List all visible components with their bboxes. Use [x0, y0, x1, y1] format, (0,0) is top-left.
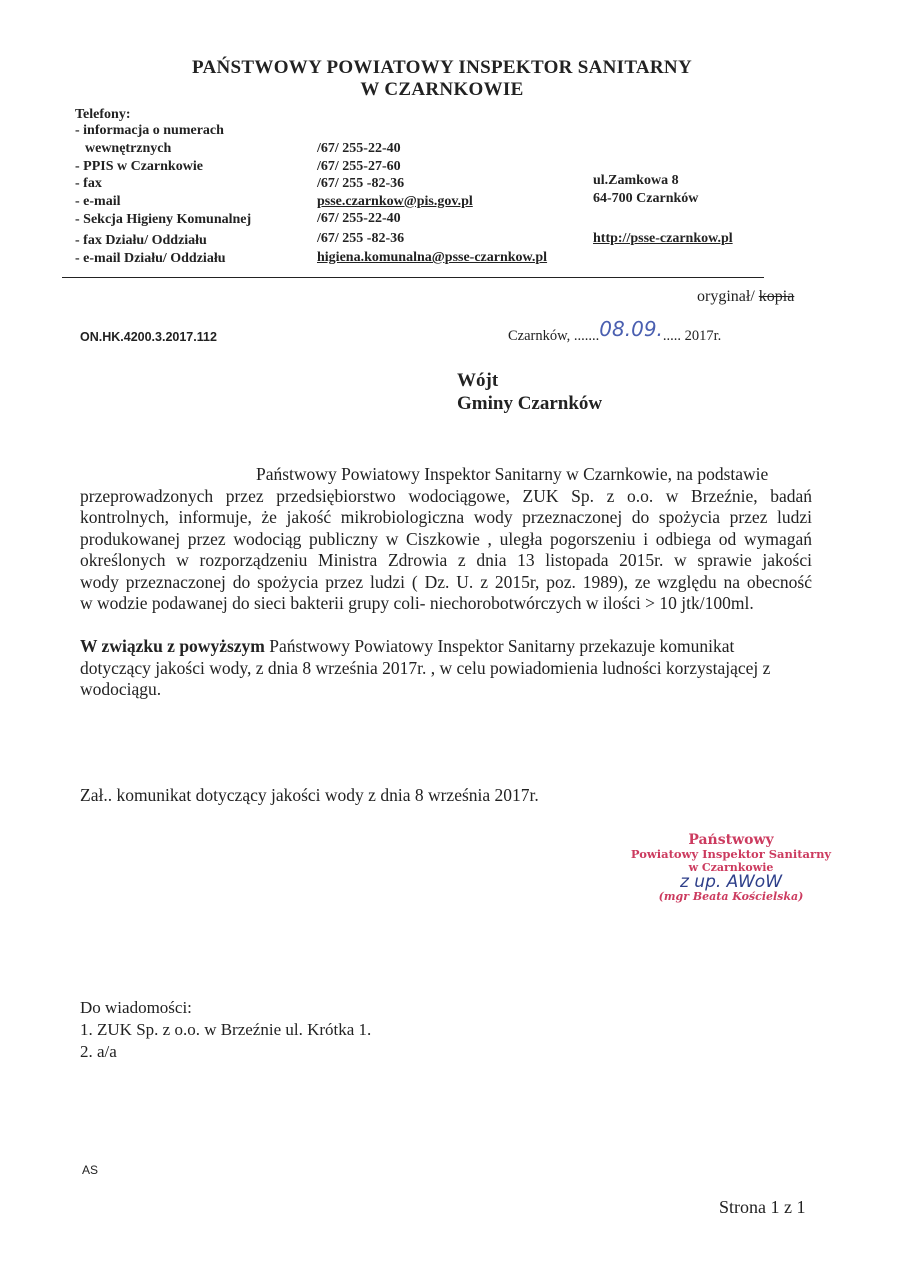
paragraph-line: dotyczący jakości wody, z dnia 8 września 2017r. , w celu powiadomienia ludności korzystającej z — [80, 657, 771, 678]
contact-label: wewnętrznych — [85, 141, 172, 156]
paragraph-line: kontrolnych, informuje, że jakość mikrobiologiczna wody przeznaczonej do spożycia przez ludzi — [80, 507, 812, 527]
place-prefix: Czarnków, ....... — [508, 328, 600, 344]
contact-value: /67/ 255-27-60 — [317, 159, 401, 174]
contact-label: - e-mail — [75, 194, 121, 209]
place-suffix: ..... 2017r. — [662, 328, 722, 344]
phones-label: Telefony: — [75, 107, 131, 122]
place-date — [508, 317, 722, 345]
body-paragraph-2 — [80, 636, 820, 701]
copy-label-struck: kopia — [758, 288, 795, 305]
paragraph-line: Państwowy Powiatowy Inspektor Sanitarny w Czarnkowie, na podstawie — [256, 464, 769, 484]
distribution-label: Do wiadomości: — [80, 998, 192, 1017]
address-street: ul.Zamkowa 8 — [593, 173, 679, 188]
contact-label: - Sekcja Higieny Komunalnej — [75, 212, 252, 227]
contact-value: /67/ 255-22-40 — [317, 211, 401, 226]
handwritten-date: 08.09. — [599, 317, 663, 341]
handwritten-signature: z up. AWoW — [679, 872, 783, 892]
paragraph-line: w wodzie podawanej do sieci bakterii grupy coli- niechorobotwórczych w ilości > 10 jtk/100ml. — [80, 593, 754, 613]
body-paragraph-1 — [80, 464, 812, 615]
page-number: Strona 1 z 1 — [719, 1197, 806, 1217]
recipient-name: Gminy Czarnków — [457, 393, 603, 414]
email-link[interactable]: higiena.komunalna@psse-czarnkow.pl — [317, 250, 548, 265]
contact-value: /67/ 255-22-40 — [317, 141, 401, 156]
paragraph-line: określonych w rozporządzeniu Ministra Zdrowia z dnia 13 listopada 2015r. w sprawie jakości — [80, 550, 812, 570]
distribution-item: 2. a/a — [80, 1042, 117, 1061]
attachment-note: Zał.. komunikat dotyczący jakości wody z dnia 8 września 2017r. — [80, 785, 539, 805]
header-divider — [62, 277, 764, 278]
contact-label: - e-mail Działu/ Oddziału — [75, 251, 226, 266]
original-copy-marker — [697, 288, 794, 306]
paragraph-line: produkowanej przez wodociąg publiczny w Ciszkowie , uległa pogorszeniu i odbiega od wymagań — [80, 528, 812, 549]
address-city: 64-700 Czarnków — [593, 191, 699, 206]
stamp-line: Państwowy — [688, 832, 774, 848]
paragraph-line: wody przeznaczonej do spożycia przez ludzi ( Dz. U. z 2015r, poz. 1989), ze względu na obecność — [80, 571, 812, 592]
paragraph-line: przeprowadzonych przez przedsiębiorstwo wodociągowe, ZUK Sp. z o.o. w Brzeźnie, badań — [80, 485, 812, 506]
recipient-title: Wójt — [457, 370, 499, 391]
email-link[interactable]: psse.czarnkow@pis.gov.pl — [317, 194, 473, 209]
authority-title-line2: W CZARNKOWIE — [360, 79, 524, 100]
contact-label: - informacja o numerach — [75, 123, 224, 138]
website-link[interactable]: http://psse-czarnkow.pl — [593, 231, 733, 246]
paragraph-line: Państwowy Powiatowy Inspektor Sanitarny przekazuje komunikat — [264, 636, 735, 656]
stamp-line: Powiatowy Inspektor Sanitarny — [630, 847, 832, 861]
author-initials: AS — [82, 1163, 99, 1177]
original-label: oryginał/ — [697, 288, 755, 305]
paragraph-line: wodociągu. — [80, 679, 162, 699]
official-stamp — [626, 832, 836, 903]
paragraph-lead-bold: W związku z powyższym — [80, 636, 265, 656]
stamp-line: w Czarnkowie — [688, 861, 774, 874]
contact-label: - fax — [75, 176, 102, 191]
contact-value: /67/ 255 -82-36 — [317, 231, 405, 246]
distribution-item: 1. ZUK Sp. z o.o. w Brzeźnie ul. Krótka 1. — [80, 1020, 372, 1039]
stamp-line: (mgr Beata Kościelska) — [658, 890, 804, 903]
contact-label: - PPIS w Czarnkowie — [75, 159, 203, 174]
reference-number: ON.HK.4200.3.2017.112 — [80, 330, 217, 344]
contact-value: /67/ 255 -82-36 — [317, 176, 405, 191]
authority-title-line1: PAŃSTWOWY POWIATOWY INSPEKTOR SANITARNY — [192, 57, 692, 78]
contact-label: - fax Działu/ Oddziału — [75, 233, 207, 248]
